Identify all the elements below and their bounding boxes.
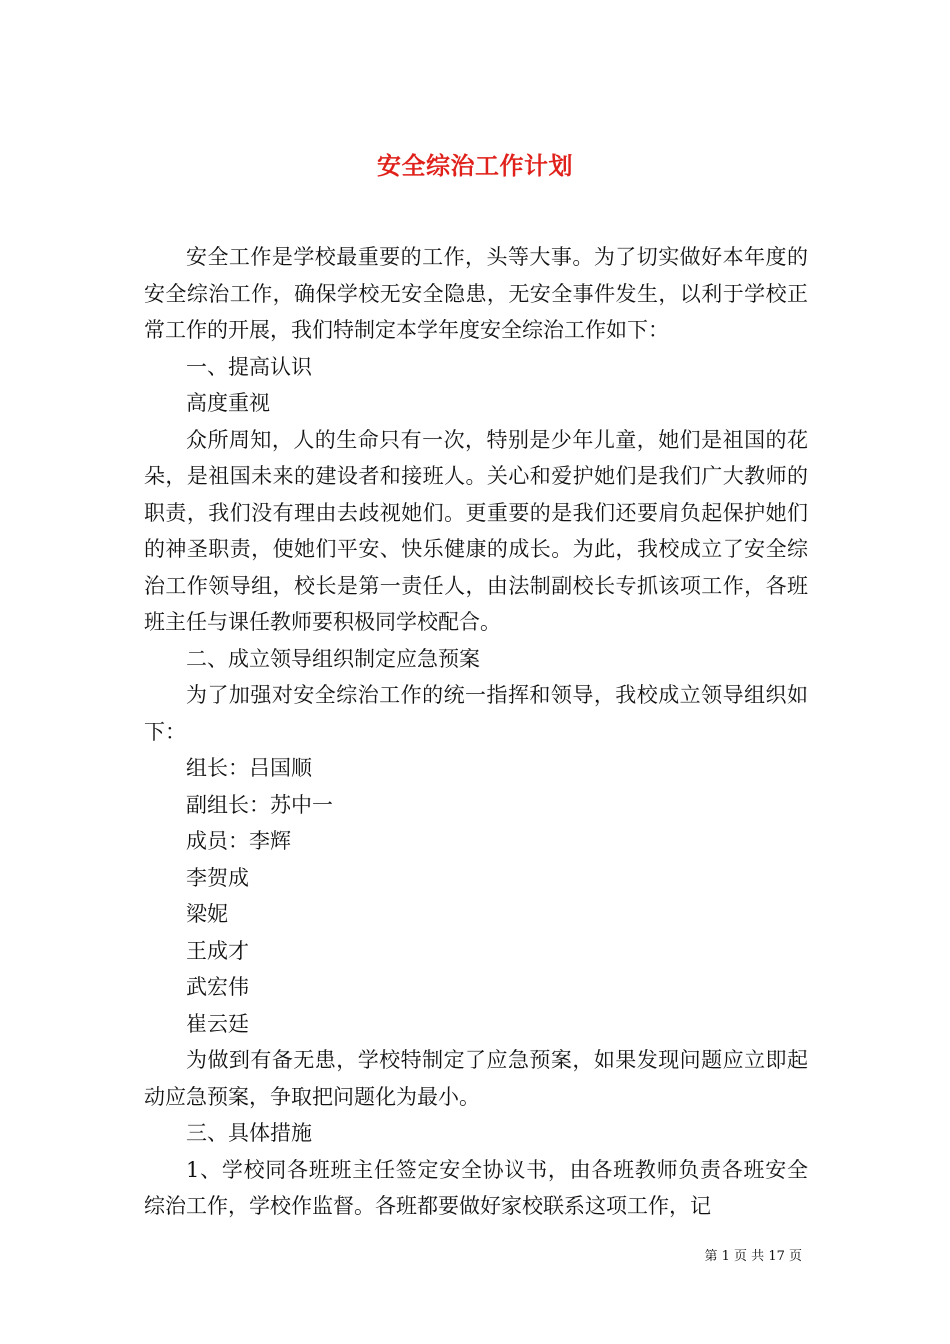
member-item: 李贺成 (186, 865, 249, 890)
section-heading-2: 二、成立领导组织制定应急预案 (186, 646, 480, 671)
section-heading-1: 一、提高认识 (186, 354, 312, 379)
member-deputy: 副组长：苏中一 (186, 792, 333, 817)
paragraph-intro: 安全工作是学校最重要的工作，头等大事。为了切实做好本年度的安全综治工作，确保学校无安全隐患，无安全事件发生，以利于学校正常工作的开展，我们特制定本学年度安全综治工作如下： (144, 245, 808, 342)
document-body (144, 239, 808, 1225)
document-title: 安全综治工作计划 (377, 152, 573, 181)
member-item: 成员：李辉 (186, 829, 291, 853)
paragraph-measure-1: 1、学校同各班班主任签定安全协议书，由各班教师负责各班安全综治工作，学校作监督。各班都要做好家校联系这项工作，记 (144, 1157, 808, 1218)
member-item: 王成才 (186, 938, 249, 963)
paragraph-importance: 众所周知，人的生命只有一次，特别是少年儿童，她们是祖国的花朵，是祖国未来的建设者和接班人。关心和爱护她们是我们广大教师的职责，我们没有理由去歧视她们。更重要的是我们还要肩负起保护她们的神圣职责，使她们平安、快乐健康的成长。为此，我校成立了安全综治工作领导组，校长是第一责任人，由法制副校长专抓该项工作，各班班主任与课任教师要积极同学校配合。 (144, 427, 808, 634)
member-item: 梁妮 (186, 902, 228, 926)
paragraph-organization: 为了加强对安全综治工作的统一指挥和领导，我校成立领导组织如下： (144, 683, 808, 744)
member-item: 崔云廷 (186, 1011, 249, 1036)
member-item: 武宏伟 (186, 975, 249, 999)
page-indicator: 第 1 页 共 17 页 (704, 1249, 802, 1264)
member-leader: 组长：吕国顺 (186, 756, 312, 780)
paragraph-emergency: 为做到有备无患，学校特制定了应急预案，如果发现问题应立即起动应急预案，争取把问题化为最小。 (144, 1048, 808, 1109)
subheading: 高度重视 (186, 391, 270, 415)
section-heading-3: 三、具体措施 (186, 1121, 312, 1145)
